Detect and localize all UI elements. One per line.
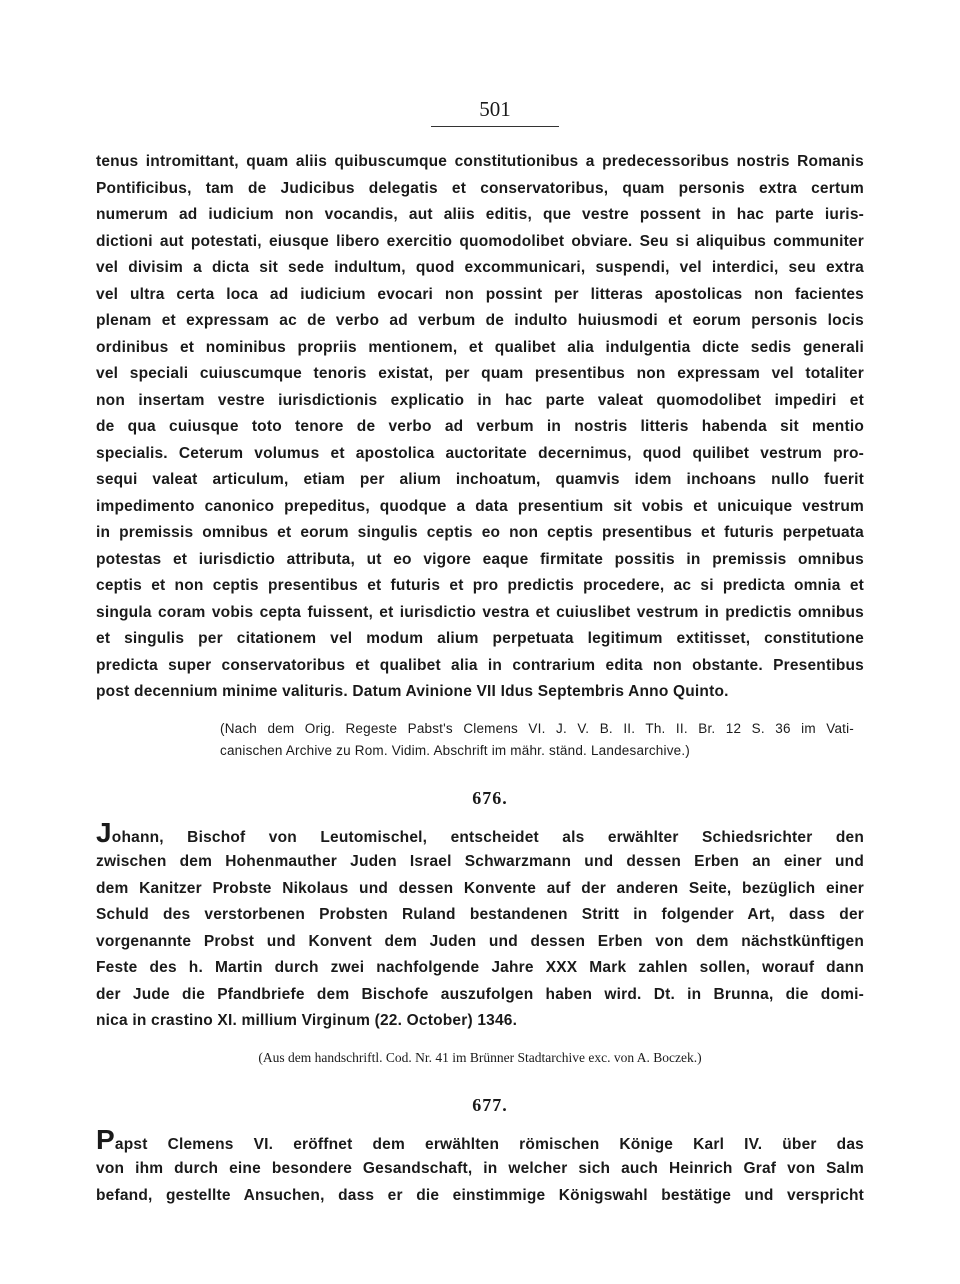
page [96, 96, 864, 1209]
text-line: numerum ad iudicium non vocandis, aut aliis editis, que vestre possent in hac parte iuris- [96, 206, 864, 223]
text-line: vel ultra certa loca ad iudicium evocari non possint per litteras apostolicas non facientes [96, 285, 864, 303]
text-line: singula coram vobis cepta fuissent, et iurisdictio vestra et cuiuslibet vestrum in predictis omnibus [96, 603, 864, 621]
text-line: de qua cuiusque toto tenore de verbo ad verbum in nostris litteris habenda sit mentio [96, 418, 864, 435]
text-line: Schuld des verstorbenen Probsten Ruland bestandenen Stritt in folgender Art, dass der [96, 906, 864, 923]
text-line [96, 1123, 864, 1157]
header-rule [431, 126, 559, 127]
text-line: non insertam vestre iurisdictionis explicatio in hac parte valeat quomodolibet impediri et [96, 391, 864, 409]
document-number-676: 676. [472, 787, 508, 808]
document-number-677: 677. [472, 1094, 508, 1115]
page-number: 501 [479, 97, 511, 121]
source-note-676: (Aus dem handschriftl. Cod. Nr. 41 im Brünner Stadtarchive exc. von A. Boczek.) [258, 1049, 702, 1065]
document-677-text [96, 1123, 864, 1210]
text-line: zwischen dem Hohenmauther Juden Israel Schwarzmann und dessen Erben an einer und [96, 853, 864, 870]
first-line-text: apst Clemens VI. eröffnet dem erwählten römischen Könige Karl IV. über das [114, 1135, 864, 1153]
text-line: Feste des h. Martin durch zwei nachfolgende Jahre XXX Mark zahlen sollen, worauf dann [96, 959, 864, 976]
text-line: vel divisim a dicta sit sede indultum, quod excommunicari, suspendi, vel interdici, seu extra [96, 259, 864, 276]
text-line: vel speciali cuiuscumque tenoris existat, per quam presentibus non expressam vel totaliter [96, 365, 864, 382]
document-676-text [96, 816, 864, 1035]
text-line: (Nach dem Orig. Regeste Pabst's Clemens VI. J. V. B. II. Th. II. Br. 12 S. 36 im Vati- [220, 720, 854, 736]
text-line: von ihm durch eine besondere Gesandschaft, in welcher sich auch Heinrich Graf von Salm [96, 1160, 864, 1177]
text-line: tenus intromittant, quam aliis quibuscumque constitutionibus a predecessoribus nostris Romanis [96, 153, 864, 170]
text-line: post decennium minime valituris. Datum Avinione VII Idus Septembris Anno Quinto. [96, 683, 729, 700]
text-line: in premissis omnibus et eorum singulis ceptis eo non ceptis presentibus et futuris perpetuata [96, 524, 864, 541]
text-line: predicta super conservatoribus et qualibet alia in contrarium edita non obstante. Presentibus [96, 656, 864, 674]
first-line-text: ohann, Bischof von Leutomischel, entscheidet als erwählter Schiedsrichter den [111, 828, 864, 846]
drop-cap: P [96, 1123, 115, 1155]
text-line: potestas et iurisdictio attributa, ut eo vigore eaque firmitate possitis in premissis omnibus [96, 550, 864, 568]
text-line: der Jude die Pfandbriefe dem Bischofe auszufolgen haben wird. Dt. in Brunna, die domi- [96, 985, 864, 1003]
text-line: sequi valeat articulum, etiam per alium inchoatum, quamvis idem inchoans nullo fuerit [96, 471, 864, 488]
text-line [96, 816, 864, 850]
text-line: ordinibus et nominibus propriis mentionem, et qualibet alia indulgentia dicte sedis generali [96, 338, 864, 356]
text-line: vorgenannte Probst und Konvent dem Juden und dessen Erben von dem nächstkünftigen [96, 932, 864, 950]
drop-cap: J [96, 816, 112, 848]
text-line: plenam et expressam ac de verbo ad verbum de indulto huiusmodi et eorum personis locis [96, 312, 864, 329]
continuation-text [96, 149, 864, 706]
text-line: canischen Archive zu Rom. Vidim. Abschrift im mähr. ständ. Landesarchive.) [220, 742, 691, 758]
text-line: befand, gestellte Ansuchen, dass er die einstimmige Königswahl bestätige und verspricht [96, 1186, 864, 1204]
text-line: Pontificibus, tam de Judicibus delegatis et conservatoribus, quam personis extra certum [96, 179, 864, 197]
source-note-675 [220, 718, 854, 762]
text-line: nica in crastino XI. millium Virginum (22. October) 1346. [96, 1012, 518, 1029]
text-line: specialis. Ceterum volumus et apostolica auctoritate decernimus, quod quilibet vestrum pro- [96, 444, 864, 462]
text-line: ceptis et non ceptis presentibus et futuris et pro predictis procedere, ac si predicta omnia et [96, 577, 864, 594]
text-line: dem Kanitzer Probste Nikolaus und dessen Konvente auf der anderen Seite, bezüglich einer [96, 879, 864, 897]
text-line: impedimento canonico prepeditus, quodque a data presentium sit vobis et unicuique vestrum [96, 497, 864, 515]
text-line: et singulis per citationem vel modum alium perpetuata legitimum extitisset, constitutione [96, 630, 864, 647]
text-line: dictioni aut potestati, eiusque libero exercitio quomodolibet obviare. Seu si aliquibus communiter [96, 232, 864, 250]
